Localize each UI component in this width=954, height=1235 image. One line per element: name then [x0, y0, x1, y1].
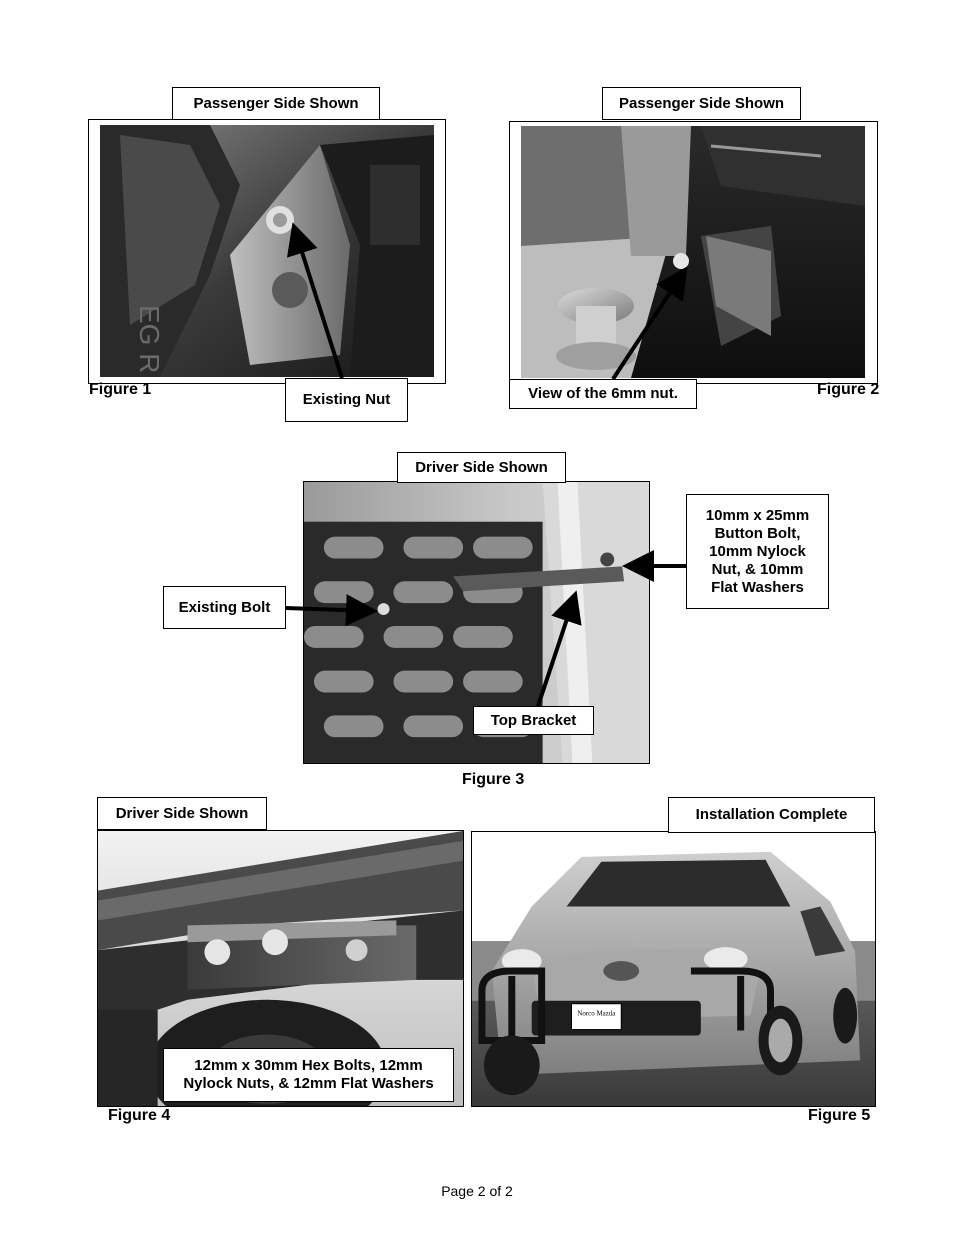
- figure2-caption: Figure 2: [817, 381, 880, 398]
- figure5-header: Installation Complete: [668, 797, 875, 833]
- figure1-photo: [100, 125, 434, 377]
- figure3-callout-left: Existing Bolt: [163, 586, 286, 629]
- figure5-caption: Figure 5: [808, 1107, 871, 1124]
- figure2-callout: View of the 6mm nut.: [509, 379, 697, 409]
- page-number: Page 2 of 2: [441, 1183, 513, 1199]
- figure3-header: Driver Side Shown: [397, 452, 566, 483]
- figure2-photo: [521, 126, 865, 378]
- figure1-caption: Figure 1: [89, 381, 152, 398]
- figure1-callout: Existing Nut: [285, 378, 408, 422]
- figure4-header: Driver Side Shown: [97, 797, 267, 830]
- figure5-plate-text: Norco Mazda: [577, 1009, 616, 1018]
- figure3-callout-right: 10mm x 25mm Button Bolt, 10mm Nylock Nut, & 10mm Flat Washers: [686, 494, 829, 609]
- figure1-header: Passenger Side Shown: [172, 87, 380, 120]
- figure4-caption: Figure 4: [108, 1107, 171, 1124]
- svg-text:EG R: EG R: [134, 305, 165, 374]
- figure3-caption: Figure 3: [462, 771, 525, 788]
- figure2-header: Passenger Side Shown: [602, 87, 801, 120]
- figure5-photo: [471, 831, 876, 1107]
- figure4-callout: 12mm x 30mm Hex Bolts, 12mm Nylock Nuts, & 12mm Flat Washers: [163, 1048, 454, 1102]
- figure3-callout-bottom: Top Bracket: [473, 706, 594, 735]
